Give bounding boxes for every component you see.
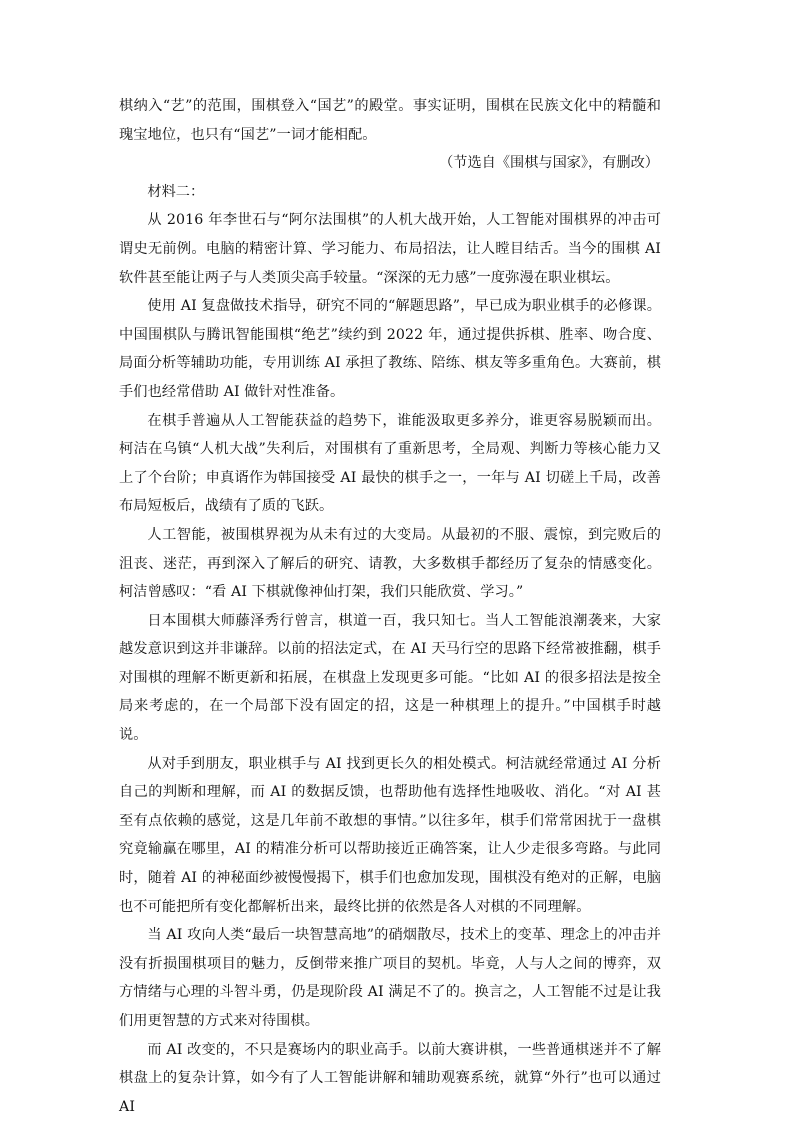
- intro-paragraph: 棋纳入“艺”的范围，围棋登入“国艺”的殿堂。事实证明，围棋在民族文化中的精髓和瑰宝地位，也只有“国艺”一词才能相配。: [119, 98, 661, 143]
- section-label: 材料二：: [147, 183, 205, 200]
- body-paragraph: 从对手到朋友，职业棋手与 AI 找到更长久的相处模式。柯洁就经常通过 AI 分析自己的判断和理解，而 AI 的数据反馈，也帮助他有选择性地吸收、消化。“对 AI 甚至有点依赖的感觉，这是几年前不敢想的事情。”以往多年，棋手们常常困扰于一盘棋究竟输赢在哪里，AI 的精准分析可以帮助接近正确答案，让人少走很多弯路。与此同时，随着 AI 的神秘面纱被慢慢揭下，棋手们也愈加发现，围棋没有绝对的正解，电脑也不可能把所有变化都解析出来，最终比拼的依然是各人对棋的不同理解。: [119, 755, 661, 915]
- body-paragraph: 从 2016 年李世石与“阿尔法围棋”的人机大战开始，人工智能对围棋界的冲击可谓史无前例。电脑的精密计算、学习能力、布局招法，让人瞠目结舌。当今的围棋 AI 软件甚至能让两子与人类顶尖高手较量。“深深的无力感”一度弥漫在职业棋坛。: [119, 212, 661, 286]
- body-paragraph: 人工智能，被围棋界视为从未有过的大变局。从最初的不服、震惊，到完败后的沮丧、迷茫，再到深入了解后的研究、请教，大多数棋手都经历了复杂的情感变化。柯洁曾感叹：“看 AI 下棋就像神仙打架，我们只能欣赏、学习。”: [119, 526, 661, 601]
- body-paragraph: 而 AI 改变的，不只是赛场内的职业高手。以前大赛讲棋，一些普通棋迷并不了解棋盘上的复杂计算，如今有了人工智能讲解和辅助观赛系统，就算“外行”也可以通过 AI: [119, 1041, 661, 1115]
- source-note: （节选自《围棋与国家》，有删改）: [439, 155, 659, 172]
- document-page: [119, 92, 661, 1121]
- body-paragraph: 当 AI 攻向人类“最后一块智慧高地”的硝烟散尽，技术上的变革、理念上的冲击并没有折损围棋项目的魅力，反倒带来推广项目的契机。毕竟，人与人之间的博弈，双方情绪与心理的斗智斗勇，仍是现阶段 AI 满足不了的。换言之，人工智能不过是让我们用更智慧的方式来对待围棋。: [119, 927, 661, 1029]
- body-paragraph: 日本围棋大师藤泽秀行曾言，棋道一百，我只知七。当人工智能浪潮袭来，大家越发意识到这并非谦辞。以前的招法定式，在 AI 天马行空的思路下经常被推翻，棋手对围棋的理解不断更新和拓展，在棋盘上发现更多可能。“比如 AI 的很多招法是按全局来考虑的，在一个局部下没有固定的招，这是一种棋理上的提升。”中国棋手时越说。: [119, 612, 661, 744]
- body-paragraph: 使用 AI 复盘做技术指导，研究不同的“解题思路”，早已成为职业棋手的必修课。中国围棋队与腾讯智能围棋“绝艺”续约到 2022 年，通过提供拆棋、胜率、吻合度、局面分析等辅助功能，专用训练 AI 承担了教练、陪练、棋友等多重角色。大赛前，棋手们也经常借助 AI 做针对性准备。: [119, 298, 661, 400]
- body-paragraph: 在棋手普遍从人工智能获益的趋势下，谁能汲取更多养分，谁更容易脱颖而出。柯洁在乌镇“人机大战”失利后，对围棋有了重新思考，全局观、判断力等核心能力又上了个台阶；申真谞作为韩国接受 AI 最快的棋手之一，一年与 AI 切磋上千局，改善布局短板后，战绩有了质的飞跃。: [119, 412, 661, 515]
